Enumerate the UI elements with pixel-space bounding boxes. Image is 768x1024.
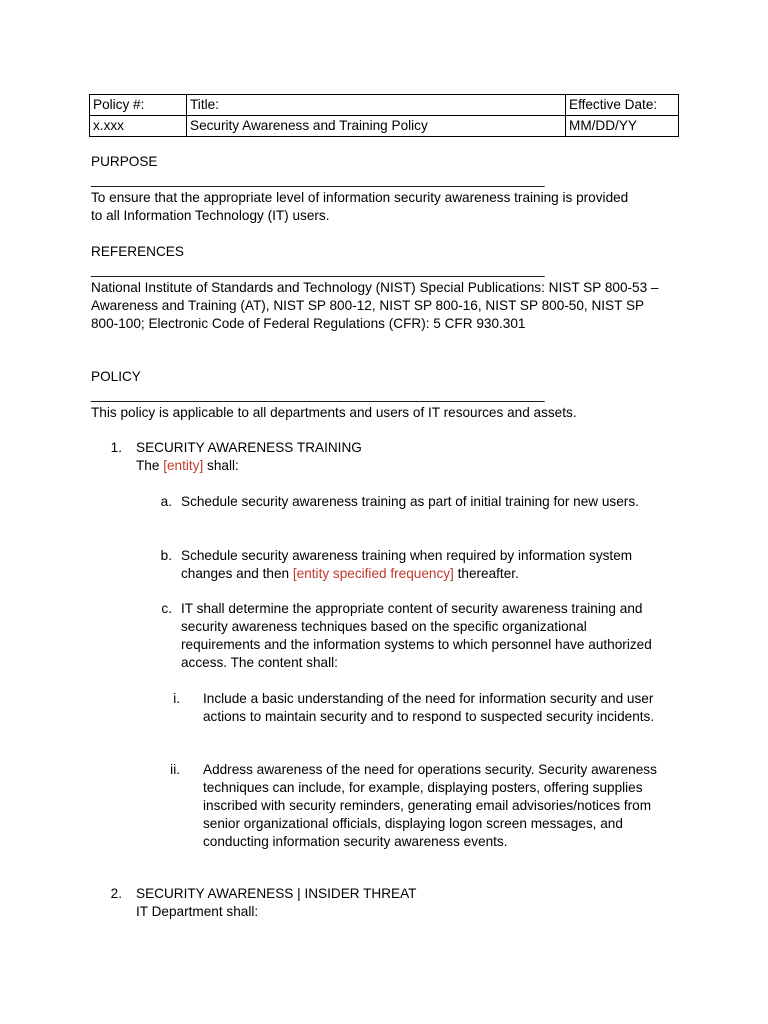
purpose-section [91, 153, 671, 225]
section1-intro-prefix: The [136, 458, 164, 473]
header-value-row [90, 116, 678, 136]
item-b-text-after: thereafter. [453, 566, 519, 581]
section2-intro: IT Department shall: [136, 904, 259, 919]
references-heading: REFERENCES [91, 244, 184, 259]
policy-number-value: x.xxx [90, 116, 187, 136]
item-c-marker: c. [161, 601, 172, 616]
policy-body: This policy is applicable to all departments and users of IT resources and assets. [91, 405, 577, 420]
subitem-ii-marker: ii. [170, 762, 180, 777]
section2-title: SECURITY AWARENESS | INSIDER THREAT [136, 886, 417, 901]
purpose-body: To ensure that the appropriate level of information security awareness training is provided to all Information Technology (IT) users. [91, 190, 629, 223]
subitem-i-marker: i. [173, 691, 180, 706]
effective-date-value: MM/DD/YY [569, 118, 637, 133]
policy-section [91, 368, 671, 422]
references-body: National Institute of Standards and Technology (NIST) Special Publications: NIST SP 800-53 – Awareness and Training (AT), NIST SP 800-12, NIST SP 800-16, NIST SP 800-50, NIST SP 800-100; Electronic Code of Federal Regulations (CFR): 5 CFR 930.301 [91, 280, 659, 331]
effective-date-label: Effective Date: [566, 95, 678, 116]
entity-placeholder: [entity] [163, 458, 204, 473]
item-b-marker: b. [160, 548, 172, 563]
section2-number: 2. [110, 886, 122, 901]
section1-intro-suffix: shall: [203, 458, 239, 473]
item-b-text-before: Schedule security awareness training when required by information system changes and then [181, 548, 633, 581]
policy-rule: ____________________________________________________________ [91, 387, 545, 402]
policy-title-value: Security Awareness and Training Policy [187, 116, 566, 136]
item-c-text: IT shall determine the appropriate content of security awareness training and security awareness techniques based on the specific organizational requirements and the information systems to which personnel have authorized access. The content shall: [181, 601, 652, 670]
policy-header-table [89, 94, 679, 137]
section1 [136, 439, 656, 475]
purpose-rule: ____________________________________________________________ [91, 172, 545, 187]
section2 [136, 885, 656, 921]
references-rule: ____________________________________________________________ [91, 262, 545, 277]
policy-number-label: Policy #: [90, 95, 187, 116]
title-label: Title: [187, 95, 566, 116]
item-a-text: Schedule security awareness training as part of initial training for new users. [181, 494, 639, 509]
purpose-heading: PURPOSE [91, 154, 158, 169]
item-a-marker: a. [160, 494, 172, 509]
references-section [91, 243, 671, 333]
item-b-text [181, 547, 641, 583]
subitem-i-text: Include a basic understanding of the need for information security and user actions to maintain security and to respond to suspected security incidents. [203, 691, 655, 724]
frequency-placeholder: [entity specified frequency] [292, 566, 454, 581]
section1-number: 1. [110, 440, 122, 455]
policy-heading: POLICY [91, 369, 141, 384]
section1-title: SECURITY AWARENESS TRAINING [136, 440, 362, 455]
subitem-ii-text: Address awareness of the need for operations security. Security awareness techniques can include, for example, displaying posters, offering supplies inscribed with security reminders, generating email advisories/notices from senior organizational officials, displaying logon screen messages, and conducting information security awareness events. [203, 762, 657, 849]
header-label-row [90, 95, 678, 116]
section1-intro [136, 457, 656, 475]
